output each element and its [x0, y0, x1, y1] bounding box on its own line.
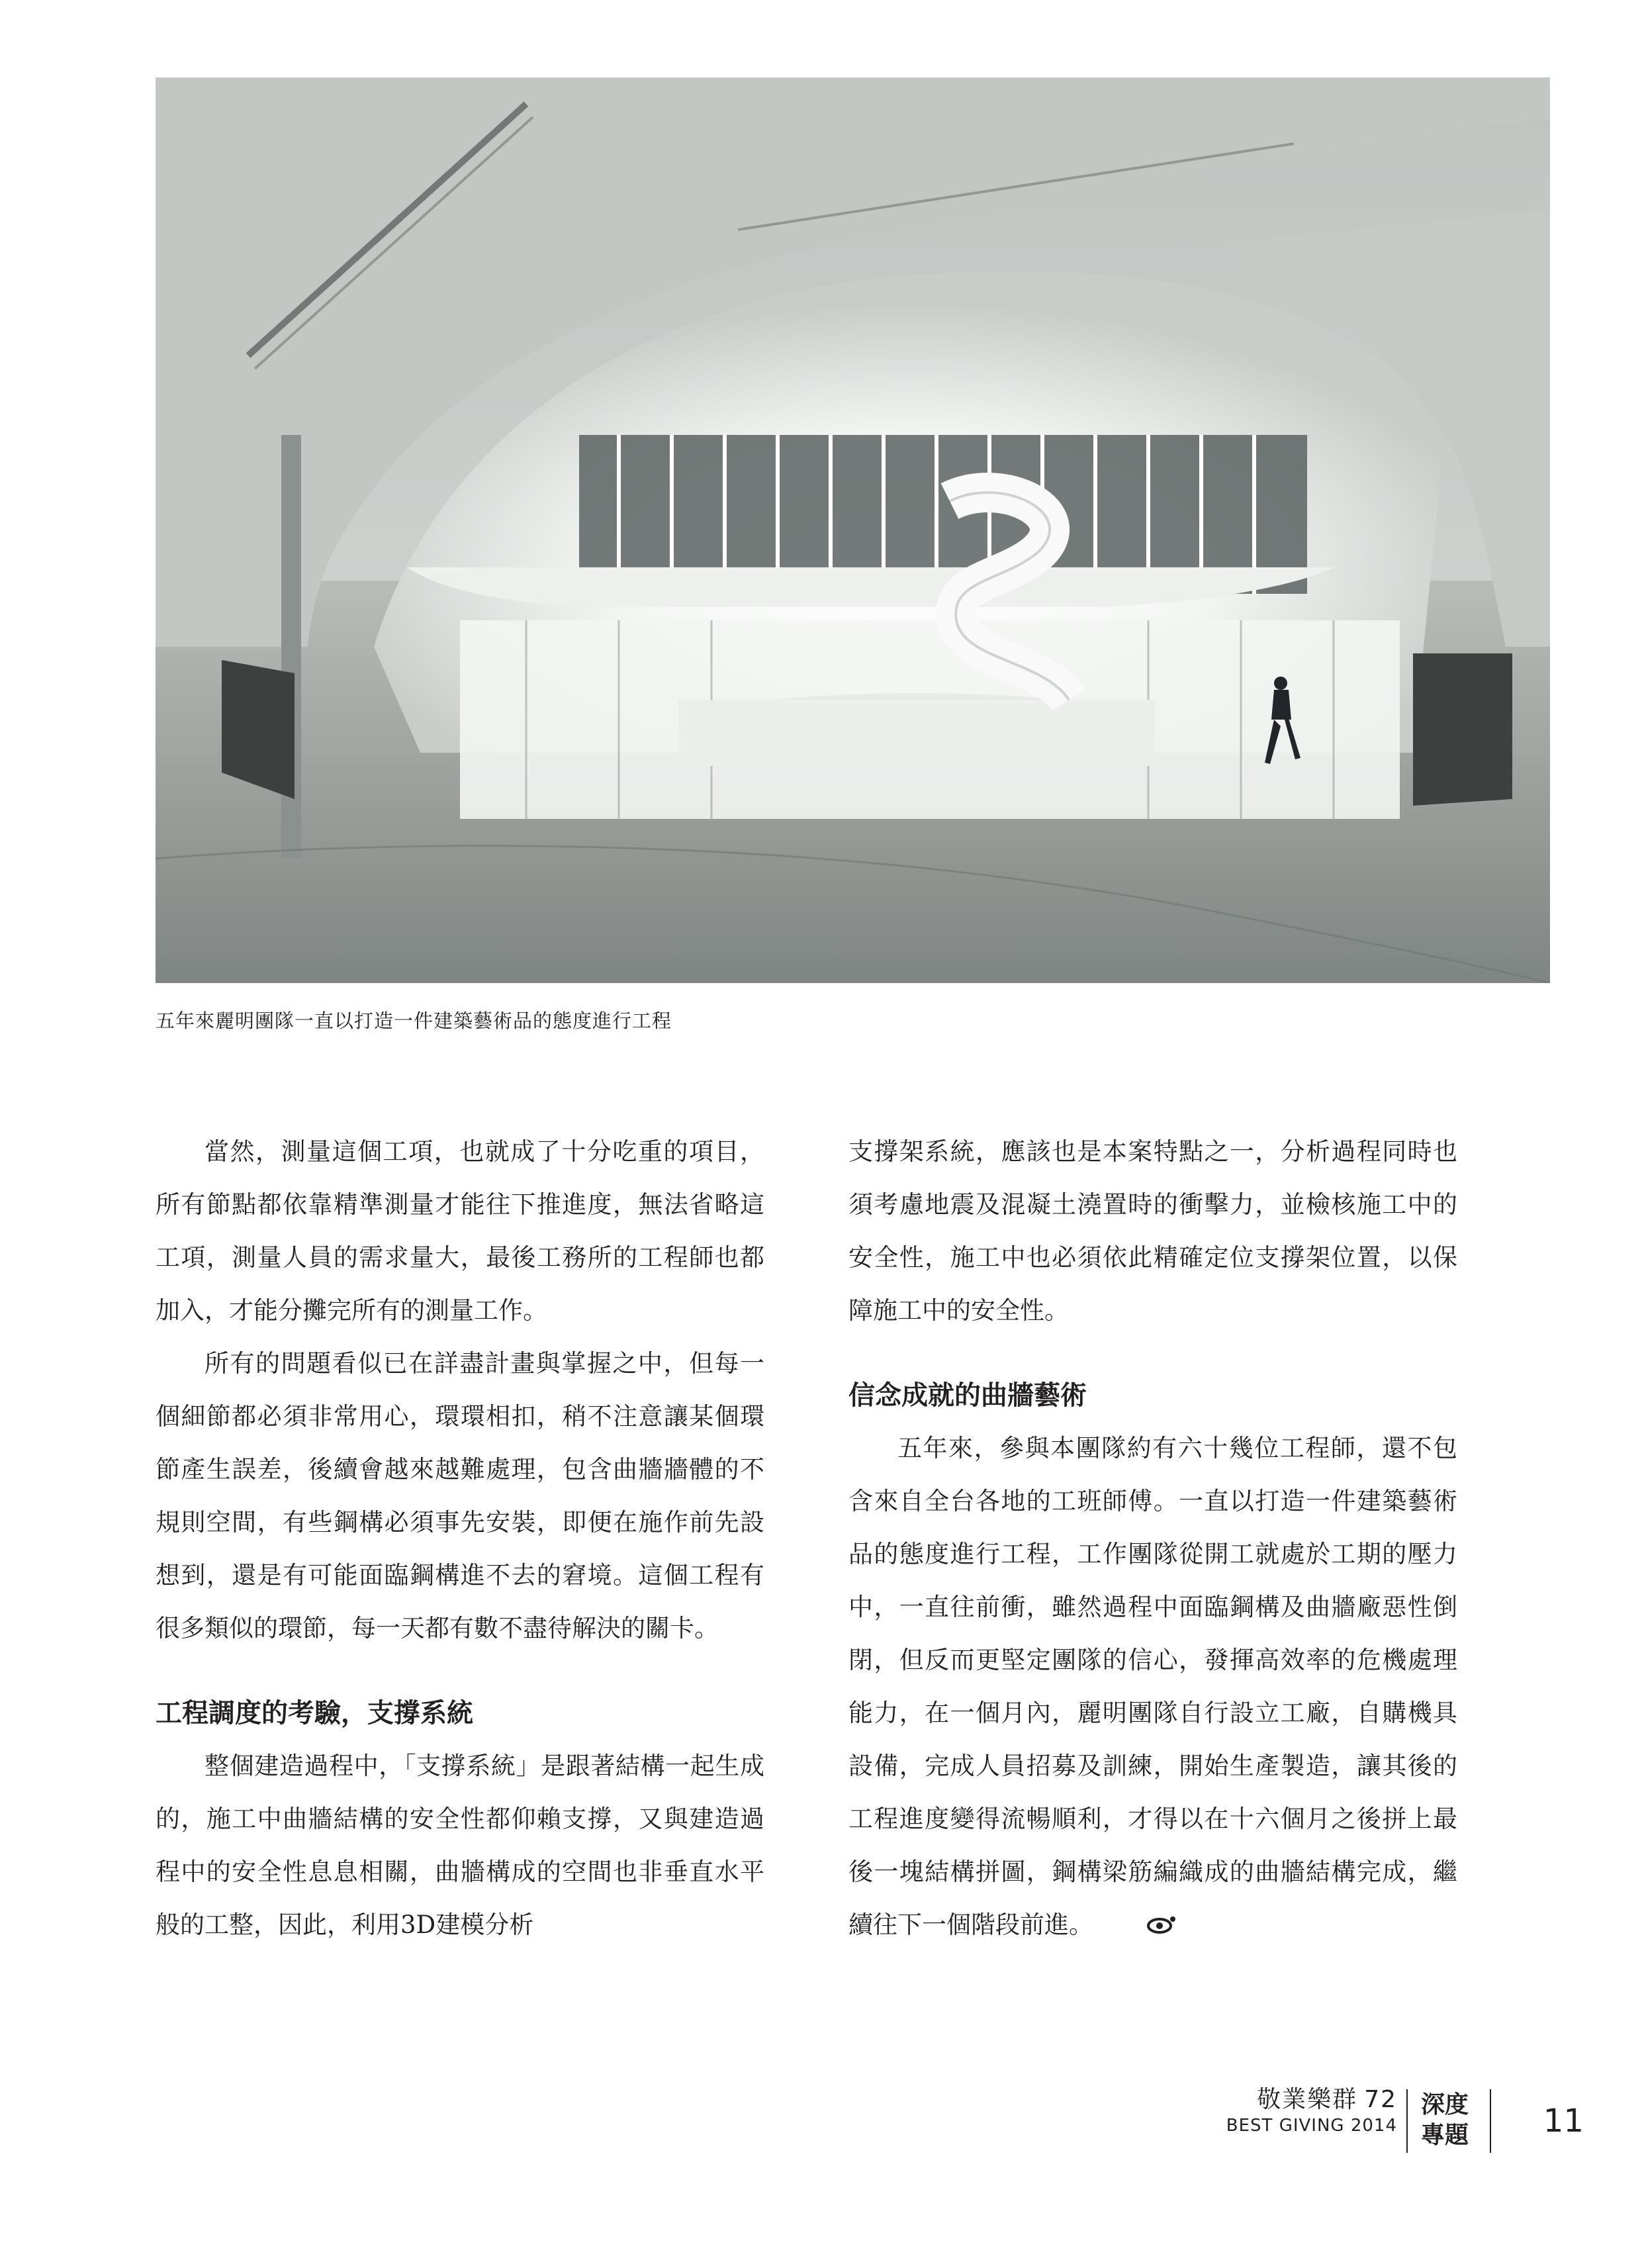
- eye-end-mark-icon: [1097, 1901, 1177, 1954]
- paragraph-curved-wall-art: [848, 1422, 1457, 1954]
- footer-divider-2: [1490, 2089, 1491, 2153]
- publication-brand: [1226, 2085, 1397, 2137]
- section-label-line-2: 專題: [1420, 2121, 1469, 2149]
- paragraph-surveying: 當然，測量這個工項，也就成了十分吃重的項目，所有節點都依靠精準測量才能往下推進度，無法省略這工項，測量人員的需求量大，最後工務所的工程師也都加入，才能分攤完所有的測量工作。: [156, 1137, 764, 1325]
- page-number: 11: [1543, 2103, 1584, 2140]
- section-label: [1412, 2089, 1478, 2150]
- section-heading-curved-wall-art: 信念成就的曲牆藝術: [848, 1380, 1087, 1411]
- section-heading-support-system: 工程調度的考驗，支撐系統: [156, 1698, 473, 1728]
- interior-curved-wall-image: [156, 77, 1550, 983]
- paragraph-curved-wall-art-text: 五年來，參與本團隊約有六十幾位工程師，還不包含來自全台各地的工班師傅。一直以打造一件建築藝術品的態度進行工程，工作團隊從開工就處於工期的壓力中，一直往前衝，雖然過程中面臨鋼構及曲牆廠惡性倒閉，但反而更堅定團隊的信心，發揮高效率的危機處理能力，在一個月內，麗明團隊自行設立工廠，自購機具設備，完成人員招募及訓練，開始生產製造，讓其後的工程進度變得流暢順利，才得以在十六個月之後拼上最後一塊結構拼圖，鋼構梁筋編織成的曲牆結構完成，繼續往下一個階段前進。: [848, 1434, 1457, 1939]
- section-label-line-1: 深度: [1420, 2091, 1469, 2118]
- architecture-photo: [156, 77, 1550, 983]
- paragraph-continuation: 支撐架系統，應該也是本案特點之一，分析過程同時也須考慮地震及混凝土澆置時的衝擊力，並檢核施工中的安全性，施工中也必須依此精確定位支撐架位置，以保障施工中的安全性。: [848, 1137, 1457, 1325]
- page-footer: [1046, 2085, 1642, 2165]
- paragraph-details: 所有的問題看似已在詳盡計畫與掌握之中，但每一個細節都必須非常用心，環環相扣，稍不注意讓某個環節產生誤差，後續會越來越難處理，包含曲牆牆體的不規則空間，有些鋼構必須事先安裝，即便在施作前先設想到，還是有可能面臨鋼構進不去的窘境。這個工程有很多類似的環節，每一天都有數不盡待解決的關卡。: [156, 1349, 764, 1642]
- brand-name-en: BEST GIVING 2014: [1226, 2116, 1397, 2136]
- paragraph-support-system: 整個建造過程中，「支撐系統」是跟著結構一起生成的，施工中曲牆結構的安全性都仰賴支撐，又與建造過程中的安全性息息相關，曲牆構成的空間也非垂直水平般的工整，因此，利用3D建模分析: [156, 1752, 764, 1939]
- photo-caption: 五年來麗明團隊一直以打造一件建築藝術品的態度進行工程: [156, 1010, 672, 1032]
- issue-number: 72: [1364, 2086, 1397, 2113]
- brand-name-zh: 敬業樂群: [1257, 2086, 1358, 2113]
- footer-divider-1: [1406, 2089, 1408, 2153]
- right-text-column: [848, 1125, 1457, 1954]
- left-text-column: [156, 1125, 764, 1952]
